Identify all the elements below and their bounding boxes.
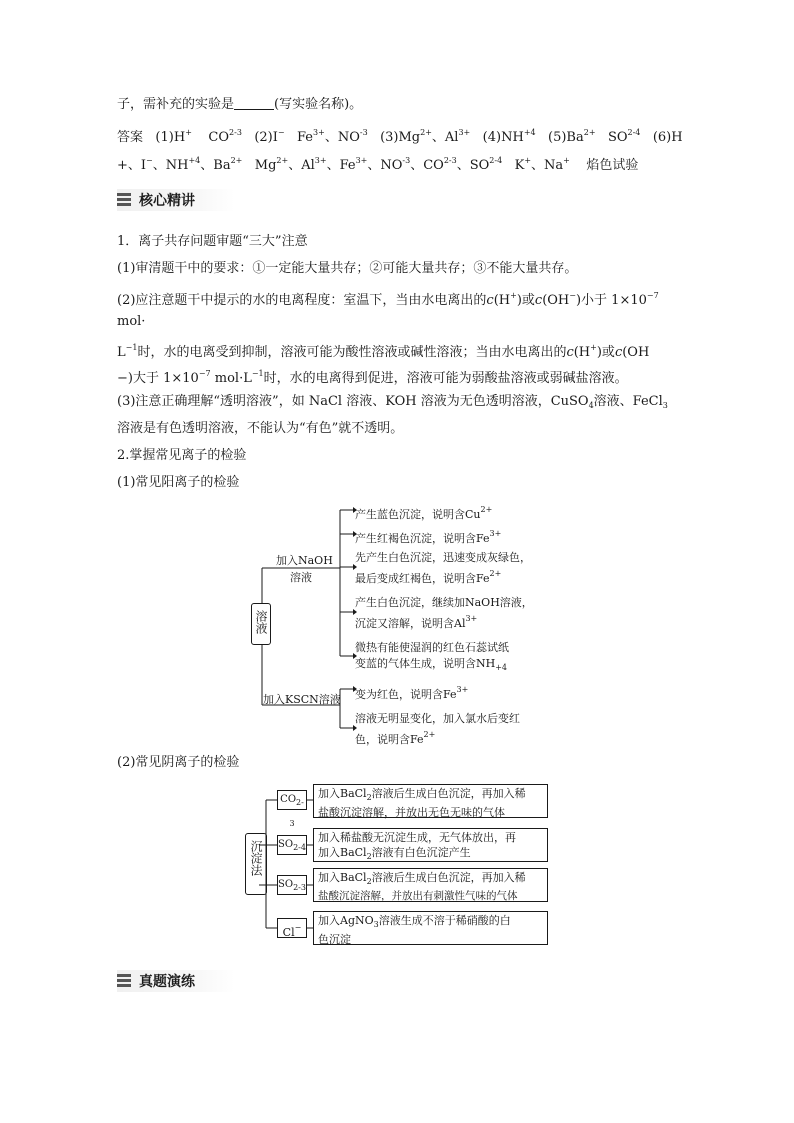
sub: 2-3	[289, 798, 304, 828]
text: 、SO	[456, 158, 490, 173]
sup: −1	[251, 369, 264, 378]
sup: 3+	[355, 156, 368, 165]
sup: 3+	[314, 156, 327, 165]
root-label: 溶液	[254, 610, 268, 634]
text: 、NO	[324, 130, 360, 145]
ion-co3-box	[277, 790, 307, 828]
sup: −	[294, 923, 302, 932]
text: 1．离子共存问题审题“三大”注意	[117, 234, 308, 249]
text: )或	[596, 345, 615, 360]
sup: −	[277, 128, 285, 137]
text: 溶液、FeCl	[593, 394, 663, 409]
sup: -3	[402, 156, 411, 165]
text: c	[534, 293, 543, 308]
text: c	[614, 345, 623, 360]
text: (5)Ba	[548, 130, 584, 145]
answer-label: 答案	[117, 130, 144, 145]
desc-line	[318, 870, 543, 889]
sup: 2+	[489, 569, 502, 578]
section-title: 核心精讲	[139, 193, 195, 209]
sub: 3	[662, 401, 668, 410]
desc-line	[318, 913, 543, 932]
precipitation-method-box	[245, 833, 267, 895]
text: (1)审清题干中的要求：①一定能大量共存；②可能大量共存；③不能大量共存。	[117, 261, 578, 276]
sup: 3+	[489, 529, 502, 538]
sup: +	[510, 291, 517, 300]
text: 最后变成红褐色，说明含Fe	[355, 572, 490, 585]
section-header-practice	[117, 970, 235, 992]
text: 溶液有白色沉淀产生	[371, 846, 471, 859]
sup: 2+	[420, 128, 432, 137]
text: 加入BaCl	[318, 787, 367, 800]
ion-so3-box	[277, 875, 307, 895]
text: CO	[280, 794, 297, 805]
text: 溶液生成不溶于稀硝酸的白	[378, 914, 511, 927]
sub: 4	[588, 401, 594, 410]
sup: −	[146, 156, 153, 165]
text: 色，说明含Fe	[355, 733, 424, 746]
sup: −7	[646, 291, 659, 300]
text: 子，需补充的实验是	[117, 97, 235, 112]
sup: 2+	[276, 156, 289, 165]
text: 先产生白色沉淀，迅速变成灰绿色，	[355, 551, 531, 564]
text: (OH	[622, 345, 650, 360]
text: 加入KSCN溶液	[263, 693, 341, 706]
text: −	[117, 371, 128, 386]
text: 时，水的电离得到促进，溶液可能为弱酸盐溶液或弱碱盐溶液。	[263, 371, 628, 386]
root-label: 沉淀法	[249, 840, 263, 876]
desc-co3-box	[313, 784, 548, 818]
text: 溶液后生成白色沉淀，再加入稀	[371, 787, 526, 800]
text: 溶液是有色透明溶液，不能认为“有色”就不透明。	[117, 421, 404, 436]
section-title: 真题演练	[139, 974, 195, 990]
sup: +4	[523, 128, 536, 137]
text: K	[514, 158, 525, 173]
text: Mg	[254, 158, 277, 173]
text: 变为红色，说明含Fe	[355, 688, 457, 701]
sup: 3+	[458, 128, 471, 137]
sub: +4	[495, 663, 508, 672]
text: 、Ba	[200, 158, 231, 173]
text: 焰色试验	[586, 158, 639, 173]
sup: 2-4	[627, 128, 641, 137]
text: Fe	[297, 130, 314, 145]
text: 产生红褐色沉淀，说明含Fe	[355, 532, 490, 545]
text: (1)常见阳离子的检验	[117, 475, 240, 490]
text: 、NO	[367, 158, 403, 173]
sub: 2	[366, 877, 372, 886]
sub: 3	[373, 920, 379, 929]
text: CO	[208, 130, 230, 145]
text: mol·	[117, 314, 146, 329]
sup: 2-3	[443, 156, 457, 165]
sup: 2+	[230, 156, 243, 165]
desc-line	[318, 786, 543, 805]
text: 、Al	[288, 158, 315, 173]
sup: 3+	[456, 685, 469, 694]
text: 、Al	[431, 130, 459, 145]
text: 加入AgNO	[318, 914, 374, 927]
sup: +	[185, 128, 192, 137]
text: 产生白色沉淀，继续加NaOH溶液，	[355, 596, 533, 609]
text: 时，水的电离受到抑制，溶液可能为酸性溶液或碱性溶液；当由水电离出的	[137, 345, 567, 360]
desc-line	[318, 845, 543, 864]
text: (1)H	[155, 130, 186, 145]
sub: 2	[366, 793, 372, 802]
text: c	[566, 345, 574, 360]
sup: 2-4	[489, 156, 503, 165]
text: 溶液无明显变化，加入氯水后变红	[355, 712, 520, 725]
desc-cl-box	[313, 911, 548, 945]
sup: 2+	[583, 128, 596, 137]
text: L	[117, 345, 126, 360]
text: 、Na	[531, 158, 564, 173]
ion-cl-box	[277, 918, 307, 938]
text: 加入NaOH	[276, 554, 333, 567]
text: 、Fe	[326, 158, 356, 173]
text: 加入BaCl	[318, 871, 367, 884]
text: (OH	[542, 293, 570, 308]
sup: 2-3	[229, 128, 242, 137]
text: (6)H	[652, 130, 683, 145]
text: 变蓝的气体生成，说明含NH	[355, 657, 496, 670]
desc-line: 加入稀盐酸无沉淀生成，无气体放出，再	[318, 831, 516, 844]
sub: 2	[366, 852, 372, 861]
text: Cl	[282, 926, 295, 939]
text: mol·L	[210, 371, 252, 386]
sup: +	[563, 156, 570, 165]
sup: 2+	[423, 730, 436, 739]
text: 、CO	[410, 158, 444, 173]
text: (写实验名称)。	[274, 97, 363, 112]
text: 、I	[127, 158, 147, 173]
text: )大于 1×10	[127, 371, 199, 386]
text: 溶液后生成白色沉淀，再加入稀	[371, 871, 526, 884]
text: 2.掌握常见离子的检验	[117, 448, 247, 463]
sup: -3	[359, 128, 368, 137]
sup: −1	[125, 343, 138, 352]
text: )或	[516, 293, 535, 308]
section-bars-icon	[117, 974, 131, 988]
text: )小于 1×10	[575, 293, 647, 308]
text: (3)注意正确理解“透明溶液”，如 NaCl 溶液、KOH 溶液为无色透明溶液，CuSO	[117, 394, 589, 409]
text: (4)NH	[482, 130, 524, 145]
desc-line: 色沉淀	[318, 933, 351, 946]
sup: 3+	[313, 128, 325, 137]
desc-line: 盐酸沉淀溶解，并放出有刺激性气味的气体	[318, 890, 518, 902]
text: SO	[278, 839, 294, 850]
text: (2)应注意题干中提示的水的电离程度：室温下，当由水电离出的	[117, 293, 487, 308]
text: 、NH	[152, 158, 189, 173]
text: +	[117, 158, 128, 173]
text: SO	[278, 879, 294, 890]
sup: −7	[198, 369, 211, 378]
sup: 3+	[465, 614, 478, 623]
text: 加入BaCl	[318, 846, 367, 859]
sup: +4	[188, 156, 201, 165]
sup: +	[524, 156, 532, 165]
desc-so4-box	[313, 828, 548, 862]
sub: 2-3	[293, 883, 306, 892]
desc-line: 盐酸沉淀溶解，并放出无色无味的气体	[318, 806, 505, 819]
text: c	[486, 293, 494, 308]
desc-so3-box	[313, 868, 548, 902]
text: (2)常见阴离子的检验	[117, 755, 240, 770]
text: 产生蓝色沉淀，说明含Cu	[355, 508, 481, 521]
text: 微热有能使湿润的红色石蕊试纸	[355, 641, 509, 654]
sub: 2-4	[293, 843, 306, 852]
sup: −	[569, 291, 576, 300]
text: (2)I	[254, 130, 278, 145]
text: 溶液	[290, 571, 312, 584]
text: (H	[573, 345, 591, 360]
sup: 2+	[480, 505, 493, 514]
text: (3)Mg	[380, 130, 421, 145]
text: (H	[493, 293, 511, 308]
text: SO	[607, 130, 628, 145]
text: 沉淀又溶解，说明含Al	[355, 617, 466, 630]
sup: +	[590, 343, 597, 352]
ion-so4-box	[277, 835, 307, 855]
